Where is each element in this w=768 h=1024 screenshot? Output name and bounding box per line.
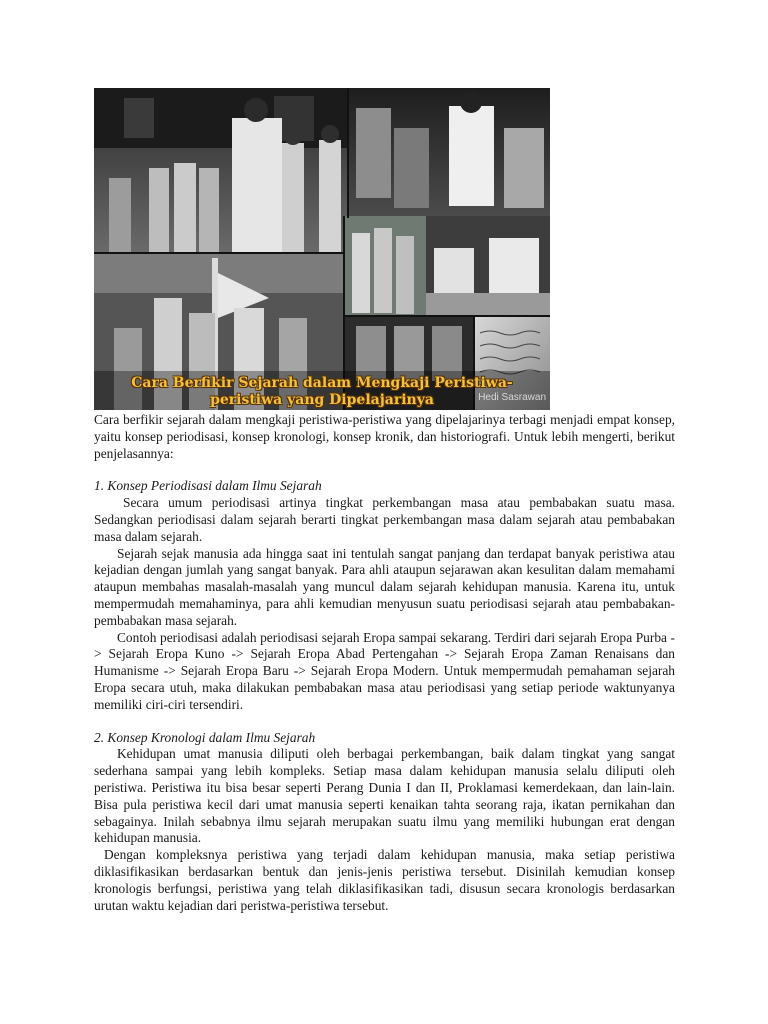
section-2-heading: 2. Konsep Kronologi dalam Ilmu Sejarah	[94, 729, 316, 745]
section-1-paragraph-3: Contoh periodisasi adalah periodisasi sejarah Eropa sampai sekarang. Terdiri dari sejarah Eropa Purba -> Sejarah Eropa Kuno -> Sejarah Eropa Abad Pertengahan -> Sejarah Eropa Zaman Renaisans dan Humanisme -> Sejarah Eropa Baru -> Sejarah Eropa Modern. Untuk mempermudah pemahaman sejarah Eropa secara utuh, maka dilakukan pembabakan masa atau periodisasi yang setiap periode waktunyanya memiliki ciri-ciri tersendiri.	[94, 629, 675, 712]
image-watermark: Hedi Sasrawan	[478, 392, 546, 403]
section-1-heading: 1. Konsep Periodisasi dalam Ilmu Sejarah	[94, 478, 322, 494]
intro-paragraph: Cara berfikir sejarah dalam mengkaji peristiwa-peristiwa yang dipelajarinya terbagi menjadi empat konsep, yaitu konsep periodisasi, konsep kronologi, konsep kronik, dan historiografi. Untuk lebih mengerti, berikut penjelasannya:	[94, 412, 675, 461]
section-2-paragraph-2: Dengan kompleksnya peristiwa yang terjadi dalam kehidupan manusia, maka setiap peristiwa diklasifikasikan berdasarkan bentuk dan jenis-jenis peristiwa tersebut. Disinilah kemudian konsep kronologis berfungsi, peristiwa yang telah diklasifikasikan tadi, disusun secara kronologis berdasarkan urutan waktu kejadian dari peristwa-peristiwa tersebut.	[94, 847, 675, 913]
section-2-paragraph-1: Kehidupan umat manusia diliputi oleh berbagai perkembangan, baik dalam tingkat yang sangat sederhana sampai yang lebih kompleks. Setiap masa dalam kehidupan manusia selalu diliputi oleh peristiwa. Peristiwa itu bisa besar seperti Perang Dunia I dan II, Proklamasi kemerdekaan, dan lain-lain. Bisa pula peristiwa kecil dari umat manusia seperti kenaikan tahta seorang raja, ikatan pernikahan dan sebagainya. Inilah sebabnya ilmu sejarah merupakan suatu ilmu yang memiliki hubungan erat dengan kehidupan manusia.	[94, 746, 675, 846]
collage-caption-line-2: peristiwa yang Dipelajarinya	[210, 392, 434, 408]
collage-caption-line-1: Cara Berfikir Sejarah dalam Mengkaji Peristiwa-	[131, 375, 513, 391]
historical-photo-collage	[94, 88, 550, 410]
section-1-paragraph-1: Secara umum periodisasi artinya tingkat perkembangan masa atau pembabakan suatu masa. Sedangkan periodisasi dalam sejarah berarti tingkat perkembangan masa dalam sejarah atau pembabakan masa dalam sejarah.	[94, 495, 675, 544]
section-1-paragraph-2: Sejarah sejak manusia ada hingga saat ini tentulah sangat panjang dan terdapat banyak peristiwa atau kejadian dengan jumlah yang sangat banyak. Para ahli ataupun sejarawan akan kesulitan dalam memahami ataupun membahas masalah-masalah yang muncul dalam sejarah kehidupan manusia. Karena itu, untuk mempermudah memahaminya, para ahli kemudian menyusun suatu periodisasi sejarah atau pembabakan-pembabakan masa sejarah.	[94, 545, 675, 628]
collage-photos	[94, 88, 550, 410]
document-page	[94, 88, 675, 914]
